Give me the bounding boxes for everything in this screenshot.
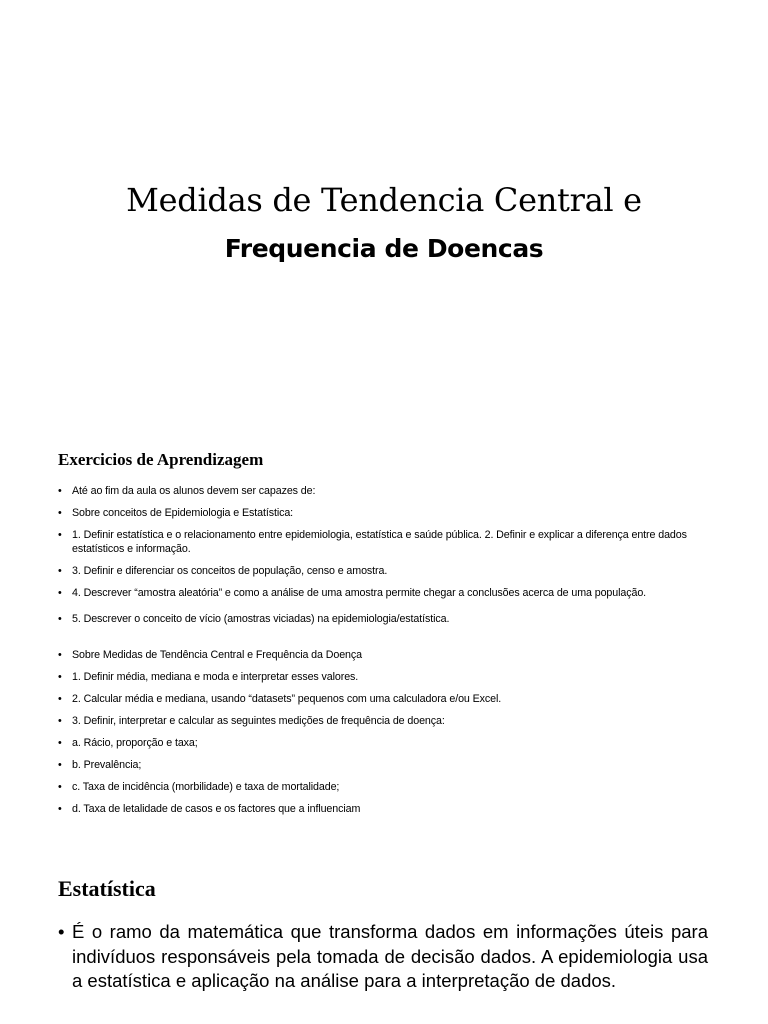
bullet-icon: • [58,921,65,942]
list-item-text: Sobre Medidas de Tendência Central e Frequência da Doença [72,649,362,661]
bullet-icon: • [58,529,62,541]
learning-objectives-heading: Exercicios de Aprendizagem [58,450,264,469]
list-item-text: a. Rácio, proporção e taxa; [72,737,198,749]
bullet-icon: • [58,587,62,599]
list-item [58,528,718,556]
statistics-definition-text: É o ramo da matemática que transforma dados em informações úteis para indivíduos responsáveis pela tomada de decisão dados. A epidemiologia usa a estatística e aplicação na análise para a interpretação de dados. [72,921,708,991]
list-item-text: Sobre conceitos de Epidemiologia e Estatística: [72,507,294,519]
bullet-icon: • [58,485,62,497]
bullet-icon: • [58,613,62,625]
list-item [58,780,718,794]
bullet-icon: • [58,781,62,793]
list-item-text: 3. Definir, interpretar e calcular as seguintes medições de frequência de doença: [72,715,445,727]
bullet-icon: • [58,715,62,727]
list-item [58,758,718,772]
bullet-icon: • [58,671,62,683]
bullet-icon: • [58,507,62,519]
bullet-icon: • [58,649,62,661]
bullet-icon: • [58,759,62,771]
list-item-text: c. Taxa de incidência (morbilidade) e taxa de mortalidade; [72,781,340,793]
list-item [58,564,718,578]
list-item [58,692,718,706]
list-item [58,586,718,600]
list-item [58,484,718,498]
list-item [58,506,718,520]
list-item-text: 5. Descrever o conceito de vício (amostras viciadas) na epidemiologia/estatística. [72,613,450,625]
list-item [58,612,718,626]
list-item-text: 3. Definir e diferenciar os conceitos de população, censo e amostra. [72,565,388,577]
bullet-icon: • [58,693,62,705]
list-item-text: 1. Definir média, mediana e moda e interpretar esses valores. [72,671,359,683]
bullet-icon: • [58,803,62,815]
bullet-icon: • [58,737,62,749]
page-title-line1: Medidas de Tendencia Central e [126,181,642,219]
list-item-text: 4. Descrever “amostra aleatória” e como a análise de uma amostra permite chegar a conclusões acerca de uma população. [72,587,647,599]
list-item [58,670,718,684]
list-item [58,648,718,662]
list-item [58,736,718,750]
list-item-text: d. Taxa de letalidade de casos e os factores que a influenciam [72,803,361,815]
bullet-icon: • [58,565,62,577]
statistics-definition [58,920,708,994]
statistics-heading: Estatística [58,876,156,901]
list-item [58,802,718,816]
list-item [58,714,718,728]
learning-objectives-list [58,484,718,824]
list-item-text: 1. Definir estatística e o relacionamento entre epidemiologia, estatística e saúde pública. 2. Definir e explicar a diferença entre dados estatísticos e informação. [72,529,687,555]
list-item-text: Até ao fim da aula os alunos devem ser capazes de: [72,485,316,497]
list-item-text: 2. Calcular média e mediana, usando “datasets” pequenos com uma calculadora e/ou Excel. [72,693,502,705]
page-title-line2: Frequencia de Doencas [224,234,544,263]
list-item-text: b. Prevalência; [72,759,142,771]
